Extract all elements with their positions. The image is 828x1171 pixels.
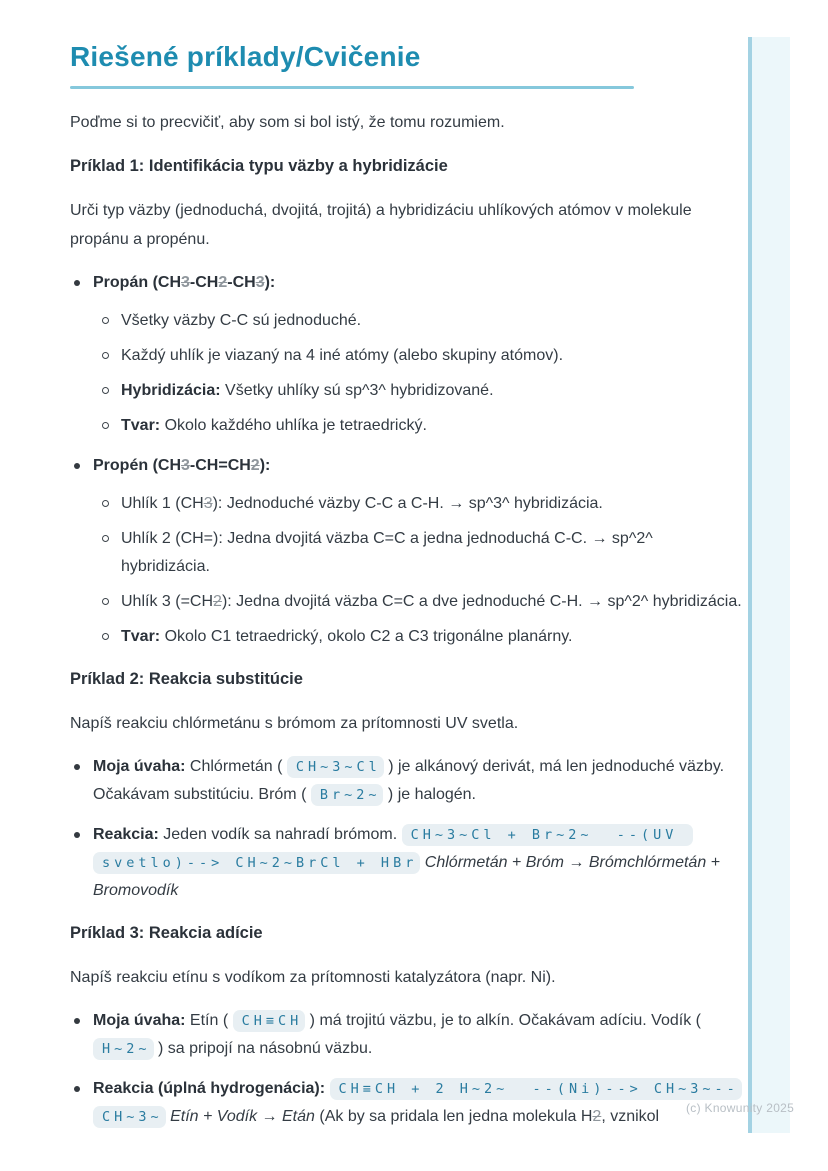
sub-point: Hybridizácia: Všetky uhlíky sú sp^3^ hybridizované.: [100, 377, 742, 405]
propen-sublist: [93, 490, 742, 651]
sub-point: Uhlík 2 (CH=): Jedna dvojitá väzba C=C a jedna jednoduchá C-C. → sp^2^ hybridizácia.: [100, 525, 742, 581]
example-3-lead: Napíš reakciu etínu s vodíkom za prítomnosti katalyzátora (napr. Ni).: [70, 969, 556, 986]
sub-point: Uhlík 3 (=CH2): Jedna dvojitá väzba C=C a dve jednoduché C-H. → sp^2^ hybridizácia.: [100, 588, 742, 616]
watermark: (c) Knowunity 2025: [686, 1101, 795, 1115]
example-1-lead: Urči typ väzby (jednoduchá, dvojitá, trojitá) a hybridizáciu uhlíkových atómov v molekule propánu a propénu.: [70, 202, 692, 248]
bullet-item: Reakcia (úplná hydrogenácia): CH≡CH + 2 H~2~ --(Ni)--> CH~3~--CH~3~ Etín + Vodík → Etán (Ak by sa pridala len jedna molekula H2, vznikol: [70, 1075, 742, 1131]
example-2-list: [70, 753, 742, 905]
example-2-lead: Napíš reakciu chlórmetánu s brómom za prítomnosti UV svetla.: [70, 715, 519, 732]
bullet-item: Moja úvaha: Chlórmetán ( CH~3~Cl ) je alkánový derivát, má len jednoduché väzby. Očakávam substitúciu. Bróm ( Br~2~ ) je halogén.: [70, 753, 742, 809]
sub-point: Uhlík 1 (CH3): Jednoduché väzby C-C a C-H. → sp^3^ hybridizácia.: [100, 490, 742, 518]
example-3-list: [70, 1007, 742, 1131]
propen-item: [70, 452, 742, 651]
example-1-heading: Príklad 1: Identifikácia typu väzby a hybridizácie: [70, 157, 448, 175]
sub-point: Všetky väzby C-C sú jednoduché.: [100, 307, 742, 335]
sub-point: Každý uhlík je viazaný na 4 iné atómy (alebo skupiny atómov).: [100, 342, 742, 370]
propen-label: Propén (CH3-CH=CH2):: [93, 457, 271, 474]
bullet-item: Moja úvaha: Etín ( CH≡CH ) má trojitú väzbu, je to alkín. Očakávam adíciu. Vodík ( H~2~ ) sa pripojí na násobnú väzbu.: [70, 1007, 742, 1063]
example-3-heading: Príklad 3: Reakcia adície: [70, 924, 263, 942]
propan-sublist: [93, 307, 742, 440]
propan-item: [70, 269, 742, 440]
title-underline: [70, 86, 634, 89]
intro-paragraph: Poďme si to precvičiť, aby som si bol istý, že tomu rozumiem.: [70, 114, 505, 131]
example-1-list: [70, 269, 742, 651]
document-content: [70, 41, 742, 1145]
sub-point: Tvar: Okolo každého uhlíka je tetraedrický.: [100, 412, 742, 440]
bullet-item: Reakcia: Jeden vodík sa nahradí brómom. CH~3~Cl + Br~2~ --(UV svetlo)--> CH~2~BrCl + HBr Chlórmetán + Bróm → Brómchlórmetán + Bromovodík: [70, 821, 742, 905]
page-title: Riešené príklady/Cvičenie: [70, 41, 421, 72]
sub-point: Tvar: Okolo C1 tetraedrický, okolo C2 a C3 trigonálne planárny.: [100, 623, 742, 651]
example-2-heading: Príklad 2: Reakcia substitúcie: [70, 670, 303, 688]
propan-label: Propán (CH3-CH2-CH3):: [93, 274, 276, 291]
decorative-side-strip: [748, 37, 790, 1133]
